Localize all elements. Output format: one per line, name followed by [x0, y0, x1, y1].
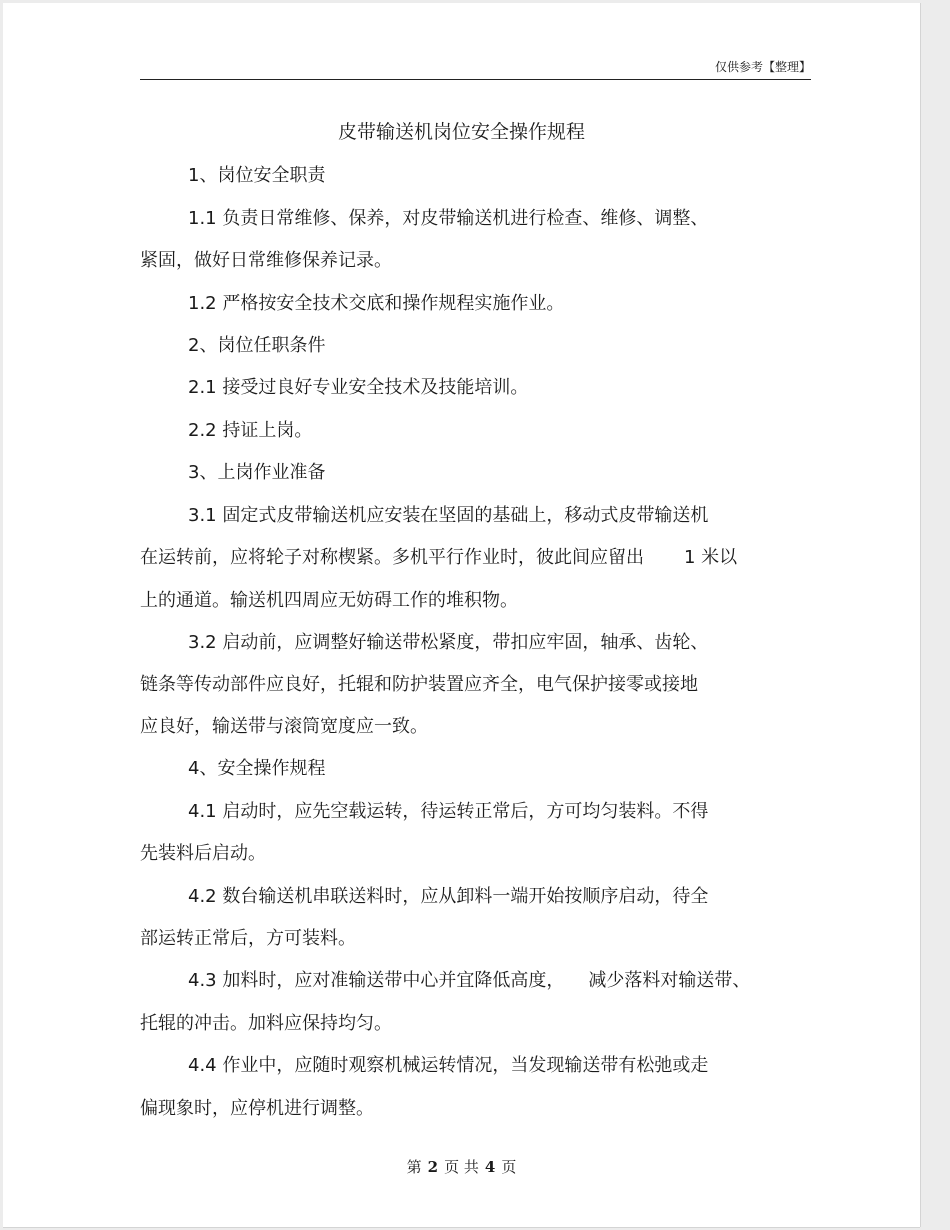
paragraph-line: 偏现象时，应停机进行调整。 — [140, 1098, 374, 1119]
paragraph-line: 链条等传动部件应良好，托辊和防护装置应齐全，电气保护接零或接地 — [140, 674, 698, 695]
document-page — [3, 3, 920, 1227]
paragraph-line: 托辊的冲击。加料应保持均匀。 — [140, 1013, 392, 1034]
paragraph-text: 1 米以 — [684, 547, 738, 568]
paragraph-line: 上的通道。输送机四周应无妨碍工作的堆积物。 — [140, 590, 518, 611]
footer-suffix: 页 — [501, 1158, 517, 1176]
page-header — [140, 59, 811, 80]
paragraph-line: 应良好，输送带与滚筒宽度应一致。 — [140, 716, 428, 737]
paragraph-line: 2.2 持证上岗。 — [188, 420, 313, 441]
paragraph-line: 1.1 负责日常维修、保养，对皮带输送机进行检查、维修、调整、 — [188, 208, 709, 229]
footer-prefix: 第 — [406, 1158, 422, 1176]
section-heading-2: 2、岗位任职条件 — [188, 335, 326, 356]
document-title: 皮带输送机岗位安全操作规程 — [337, 121, 585, 143]
footer-middle: 页 共 — [444, 1158, 479, 1176]
paragraph-line: 部运转正常后，方可装料。 — [140, 928, 356, 949]
paragraph-line: 先装料后启动。 — [140, 843, 266, 864]
paragraph-line — [140, 546, 737, 570]
paragraph-line: 4.1 启动时，应先空载运转，待运转正常后，方可均匀装料。不得 — [188, 801, 709, 822]
paragraph-line — [188, 969, 750, 993]
paragraph-line: 4.2 数台输送机串联送料时，应从卸料一端开始按顺序启动，待全 — [188, 886, 709, 907]
total-page-count: 4 — [484, 1158, 496, 1176]
header-note: 仅供参考【整理】 — [714, 60, 811, 74]
paragraph-line: 紧固，做好日常维修保养记录。 — [140, 250, 392, 271]
paragraph-line: 3.1 固定式皮带输送机应安装在坚固的基础上，移动式皮带输送机 — [188, 505, 709, 526]
section-heading-3: 3、上岗作业准备 — [188, 462, 326, 483]
paragraph-line: 1.2 严格按安全技术交底和操作规程实施作业。 — [188, 293, 565, 314]
paragraph-text: 减少落料对输送带、 — [588, 970, 751, 991]
section-heading-4: 4、安全操作规程 — [188, 758, 326, 779]
paragraph-line: 2.1 接受过良好专业安全技术及技能培训。 — [188, 377, 529, 398]
section-heading-1: 1、岗位安全职责 — [188, 165, 326, 186]
current-page-number: 2 — [427, 1158, 439, 1176]
paragraph-line: 3.2 启动前，应调整好输送带松紧度，带扣应牢固，轴承、齿轮、 — [188, 632, 709, 653]
paragraph-text: 4.3 加料时，应对准输送带中心并宜降低高度， — [188, 970, 565, 991]
paragraph-line: 4.4 作业中，应随时观察机械运转情况，当发现输送带有松弛或走 — [188, 1055, 709, 1076]
paragraph-text: 在运转前，应将轮子对称楔紧。多机平行作业时，彼此间应留出 — [140, 547, 644, 568]
page-footer — [3, 1157, 920, 1177]
